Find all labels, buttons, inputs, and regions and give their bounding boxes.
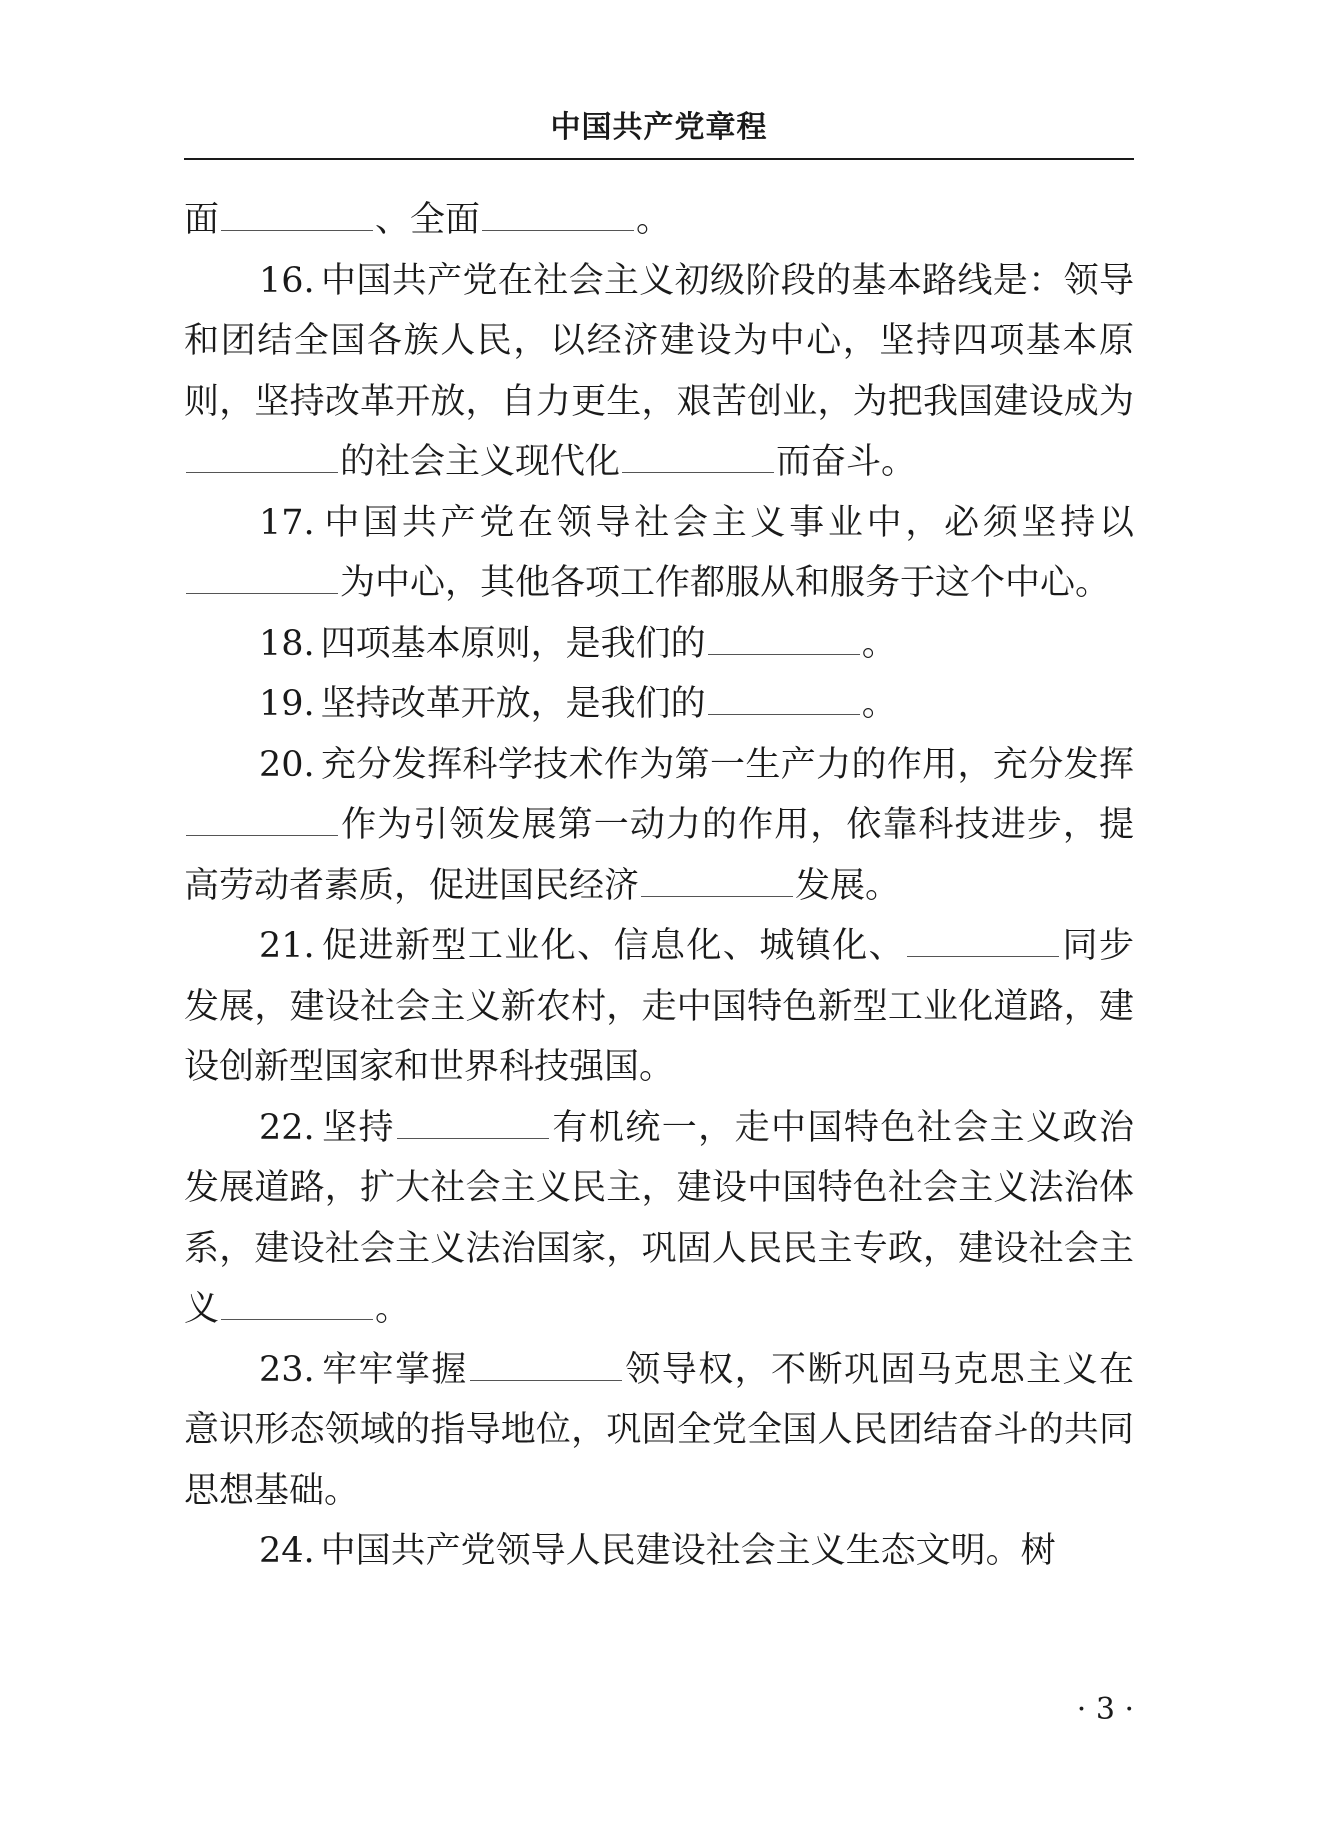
question-number: 23. xyxy=(259,1349,315,1390)
question-number: 17. xyxy=(259,502,315,543)
answer-blank xyxy=(186,805,338,836)
paragraph-15-continued: 面 、全面 。 xyxy=(184,200,672,240)
question-number: 20. xyxy=(259,744,315,785)
question-number: 21. xyxy=(259,926,315,966)
answer-blank xyxy=(397,1108,549,1139)
answer-blank xyxy=(482,200,634,231)
question-19: 19. 坚持改革开放，是我们的 。 xyxy=(259,684,897,724)
answer-blank xyxy=(622,442,774,473)
answer-blank xyxy=(186,442,338,473)
answer-blank xyxy=(708,684,860,715)
question-number: 16. xyxy=(259,260,315,301)
answer-blank xyxy=(221,1289,373,1320)
question-24: 24. 中国共产党领导人民建设社会主义生态文明。树 xyxy=(259,1531,1056,1571)
page-number: · 3 · xyxy=(1076,1692,1134,1727)
page-header-title: 中国共产党章程 xyxy=(550,110,768,145)
question-17: 17. 中国共产党在领导社会主义事业中，必须坚持以为中心，其他各项工作都服从和服务于这个中心。 xyxy=(184,493,1134,614)
answer-blank xyxy=(186,563,338,594)
question-number: 19. xyxy=(259,684,315,724)
answer-blank xyxy=(470,1350,622,1381)
question-18: 18. 四项基本原则，是我们的 。 xyxy=(259,623,897,664)
question-number: 22. xyxy=(259,1107,315,1148)
question-number: 24. xyxy=(259,1531,315,1571)
question-20: 20. 充分发挥科学技术作为第一生产力的作用，充分发挥作为引领发展第一动力的作用，依靠科技进步，提高劳动者素质，促进国民经济 发展。 xyxy=(184,744,1134,906)
answer-blank xyxy=(708,624,860,655)
question-23: 23. 牢牢掌握 领导权，不断巩固马克思主义在意识形态领域的指导地位，巩固全党全国人民团结奋斗的共同思想基础。 xyxy=(184,1349,1134,1511)
question-16: 16. 中国共产党在社会主义初级阶段的基本路线是：领导和团结全国各族人民，以经济建设为中心，坚持四项基本原则，坚持改革开放，自力更生，艰苦创业，为把我国建设成为的社会主义现代化 而奋斗。 xyxy=(184,260,1134,482)
answer-blank xyxy=(907,926,1059,957)
answer-blank xyxy=(221,200,373,231)
document-body xyxy=(184,190,1134,1582)
question-number: 18. xyxy=(259,623,315,664)
answer-blank xyxy=(641,866,793,897)
question-22: 22. 坚持 有机统一，走中国特色社会主义政治发展道路，扩大社会主义民主，建设中国特色社会主义法治体系，建设社会主义法治国家，巩固人民民主专政，建设社会主义 。 xyxy=(184,1107,1134,1329)
question-21: 21. 促进新型工业化、信息化、城镇化、 同步发展，建设社会主义新农村，走中国特色新型工业化道路，建设创新型国家和世界科技强国。 xyxy=(184,926,1134,1087)
page-header xyxy=(184,108,1134,160)
